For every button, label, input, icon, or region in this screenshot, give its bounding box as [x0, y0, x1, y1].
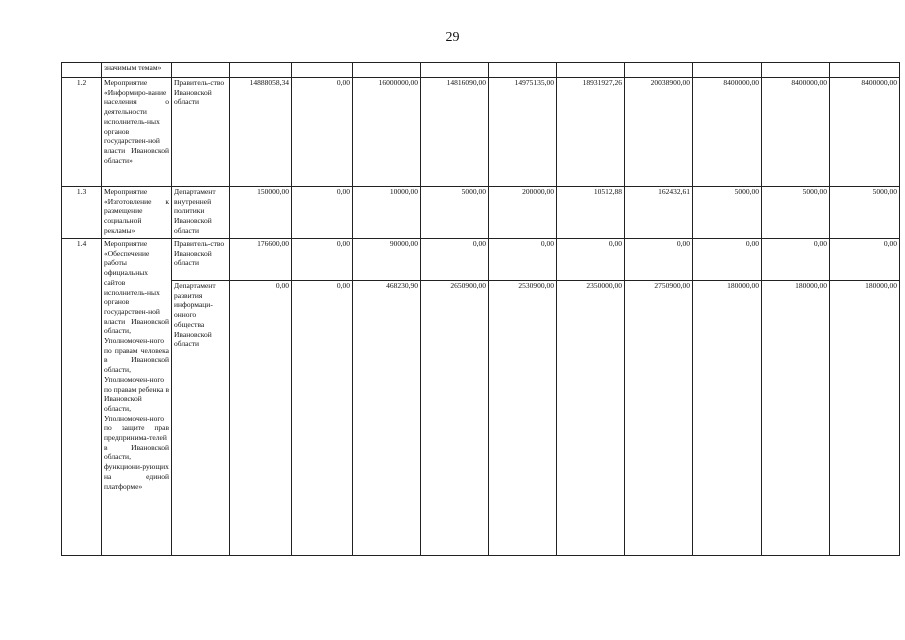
responsible-department: Правитель-ство Ивановской области: [172, 239, 230, 281]
table-row: [62, 78, 900, 187]
funding-value: 0,00: [292, 281, 353, 556]
funding-value: 180000,00: [830, 281, 900, 556]
table-row: [62, 239, 900, 281]
funding-value: 18931927,26: [557, 78, 625, 187]
funding-value: 14816090,00: [421, 78, 489, 187]
funding-value: 0,00: [557, 239, 625, 281]
funding-value: 2750900,00: [625, 281, 693, 556]
table-row: [62, 281, 900, 556]
responsible-department: Правитель-ство Ивановской области: [172, 78, 230, 187]
funding-value: 5000,00: [830, 187, 900, 239]
carry-over-row: [62, 63, 900, 78]
carry-over-text: значимым темам»: [102, 63, 172, 78]
page-number: 29: [445, 30, 460, 45]
funding-value: 2350000,00: [557, 281, 625, 556]
funding-value: 5000,00: [762, 187, 830, 239]
funding-value: 0,00: [762, 239, 830, 281]
funding-value: 0,00: [292, 239, 353, 281]
funding-value: 0,00: [230, 281, 292, 556]
funding-value: 16000000,00: [353, 78, 421, 187]
budget-table: [61, 62, 900, 556]
funding-value: 2650900,00: [421, 281, 489, 556]
funding-value: 0,00: [625, 239, 693, 281]
activity-name: Мероприятие «Информиро-вание населения о деятельности исполнитель-ных органов государствен-ной власти Ивановской области»: [102, 78, 172, 187]
funding-value: 90000,00: [353, 239, 421, 281]
funding-value: 180000,00: [762, 281, 830, 556]
funding-value: 0,00: [489, 239, 557, 281]
row-number: 1.2: [62, 78, 102, 187]
funding-value: 5000,00: [693, 187, 762, 239]
responsible-department: Департамент развития информаци-онного общества Ивановской области: [172, 281, 230, 556]
funding-value: 0,00: [292, 78, 353, 187]
funding-value: 0,00: [830, 239, 900, 281]
funding-value: 0,00: [693, 239, 762, 281]
activity-name: Мероприятие «Обеспечение работы официальных сайтов исполнитель-ных органов государствен-ной власти Ивановской области, Уполномочен-ного по правам человека в Ивановской области, Уполномочен-ного по правам ребенка в Ивановской области, Уполномочен-ного по защите прав предпринима-телей в Ивановской области, функциони-рующих на единой платформе»: [102, 239, 172, 556]
funding-value: 10000,00: [353, 187, 421, 239]
funding-value: 150000,00: [230, 187, 292, 239]
funding-value: 176600,00: [230, 239, 292, 281]
activity-name: Мероприятие «Изготовление к размещение социальной рекламы»: [102, 187, 172, 239]
funding-value: 200000,00: [489, 187, 557, 239]
table-row: [62, 187, 900, 239]
funding-value: 5000,00: [421, 187, 489, 239]
funding-value: 0,00: [421, 239, 489, 281]
funding-value: 8400000,00: [693, 78, 762, 187]
funding-value: 8400000,00: [830, 78, 900, 187]
funding-value: 8400000,00: [762, 78, 830, 187]
responsible-department: Департамент внутренней политики Ивановской области: [172, 187, 230, 239]
row-number: 1.4: [62, 239, 102, 556]
funding-value: 14888058,34: [230, 78, 292, 187]
funding-value: 162432,61: [625, 187, 693, 239]
funding-value: 180000,00: [693, 281, 762, 556]
funding-value: 468230,90: [353, 281, 421, 556]
carry-over-number-cell: [62, 63, 102, 78]
row-number: 1.3: [62, 187, 102, 239]
funding-value: 14975135,00: [489, 78, 557, 187]
funding-value: 2530900,00: [489, 281, 557, 556]
funding-value: 10512,88: [557, 187, 625, 239]
funding-value: 20038900,00: [625, 78, 693, 187]
funding-value: 0,00: [292, 187, 353, 239]
